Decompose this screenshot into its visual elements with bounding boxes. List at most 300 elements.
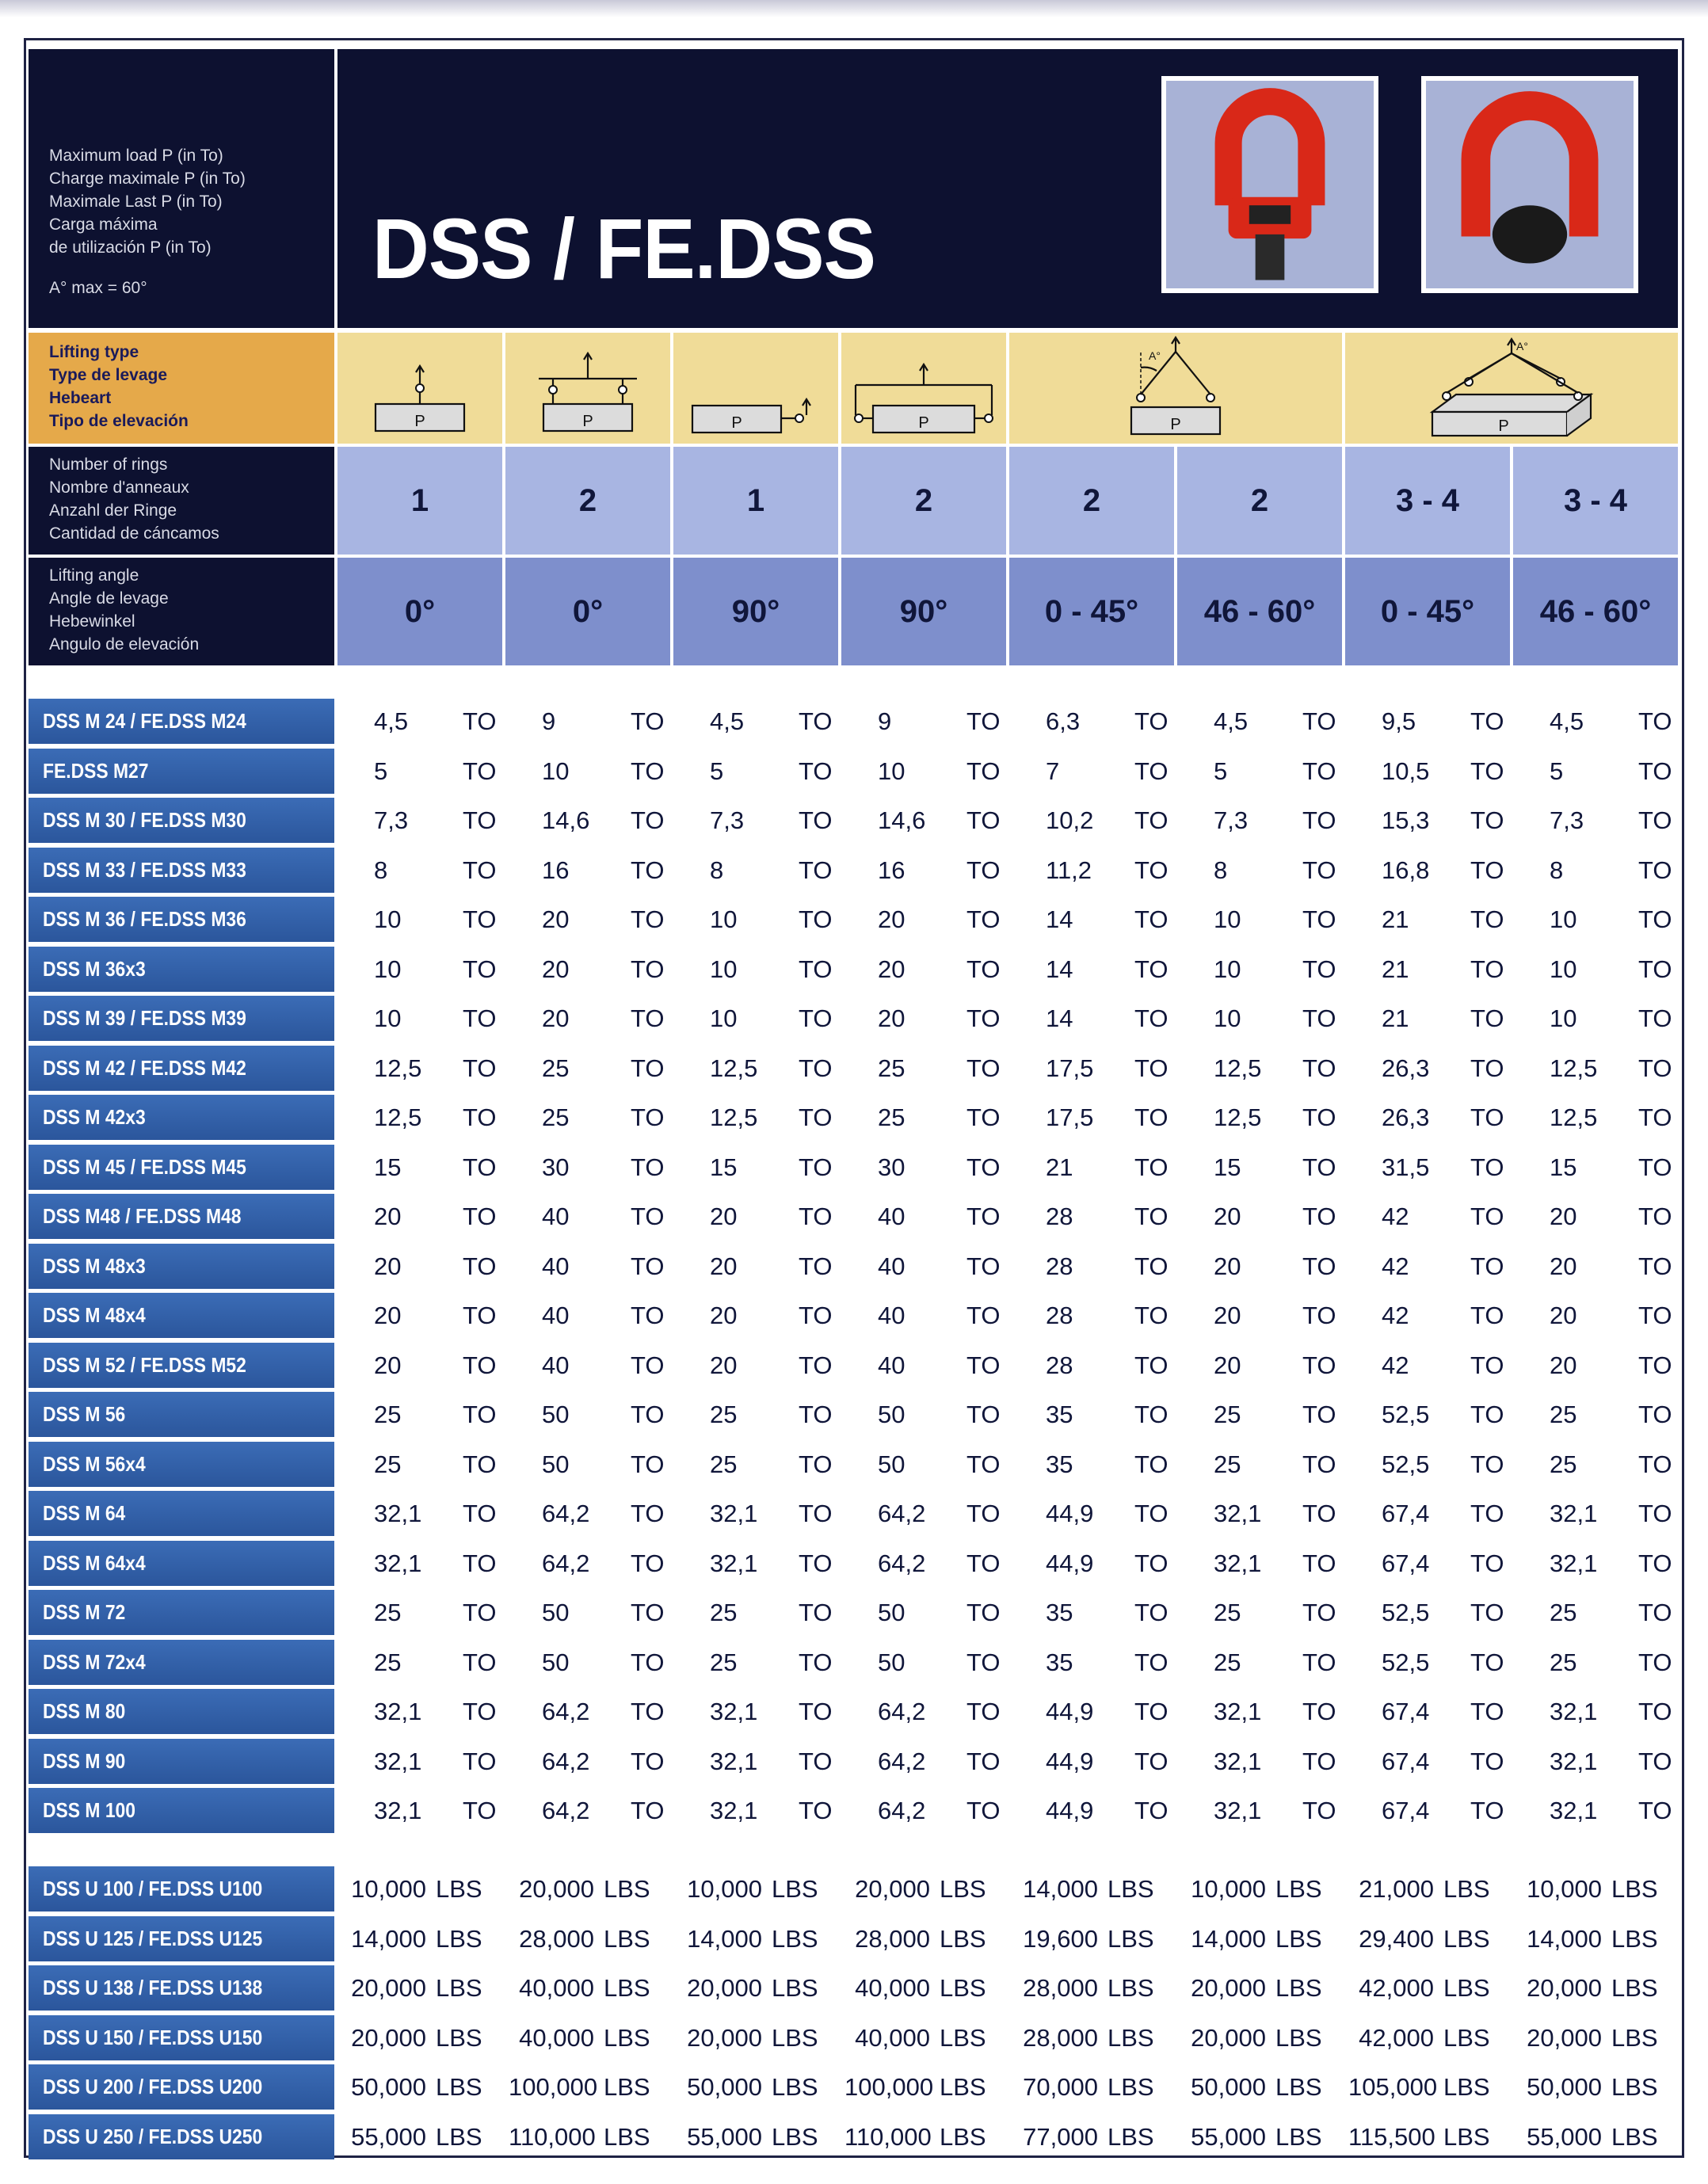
model-name: DSS M 24 / FE.DSS M24 <box>43 709 246 733</box>
load-value: 32,1 <box>710 1698 758 1725</box>
model-name: DSS M 36 / FE.DSS M36 <box>43 907 246 931</box>
load-value-cell <box>374 1244 497 1289</box>
load-unit: TO <box>1134 1103 1169 1131</box>
load-value-cell <box>1046 1145 1169 1190</box>
load-value-cell <box>1550 749 1672 794</box>
angle-label <box>29 558 334 665</box>
load-value: 12,5 <box>1214 1103 1262 1131</box>
load-unit: TO <box>966 1103 1001 1131</box>
load-unit: TO <box>966 707 1001 735</box>
load-value: 20 <box>1550 1252 1577 1280</box>
load-value-cell <box>1214 848 1336 893</box>
load-unit: TO <box>631 1450 665 1478</box>
load-unit: TO <box>631 1203 665 1230</box>
load-value-cell <box>1382 1145 1504 1190</box>
load-value-cell <box>1550 1442 1672 1487</box>
load-value: 20 <box>1550 1203 1577 1230</box>
load-value: 25 <box>374 1401 402 1428</box>
load-value-cell <box>1382 897 1504 942</box>
load-value: 32,1 <box>1214 1500 1262 1527</box>
load-value-cell <box>878 1442 1001 1487</box>
load-unit: TO <box>1134 955 1169 983</box>
load-value: 25 <box>710 1648 738 1676</box>
load-unit: LBS <box>940 2023 986 2052</box>
load-unit: TO <box>631 1549 665 1577</box>
load-value-cell <box>341 2015 482 2060</box>
load-unit: LBS <box>1275 1974 1322 2002</box>
load-unit: TO <box>1302 1797 1336 1824</box>
load-unit: TO <box>1470 1203 1504 1230</box>
angle-label-line: Angle de levage <box>49 589 169 608</box>
load-unit: LBS <box>604 2122 650 2151</box>
load-value-cell <box>1012 2064 1154 2110</box>
load-value: 20,000 <box>687 1974 762 2002</box>
load-value: 10 <box>374 955 402 983</box>
load-value: 50 <box>878 1599 905 1626</box>
load-value-cell <box>1180 1916 1322 1961</box>
load-unit: TO <box>966 1302 1001 1329</box>
load-unit: TO <box>799 856 833 884</box>
load-unit: TO <box>1638 1203 1672 1230</box>
load-value: 20 <box>878 905 905 933</box>
load-value: 4,5 <box>1214 707 1249 735</box>
load-value: 25 <box>710 1450 738 1478</box>
load-value-cell <box>542 1739 665 1784</box>
load-value-cell <box>1550 1194 1672 1239</box>
load-value-cell <box>1382 1194 1504 1239</box>
load-value: 44,9 <box>1046 1797 1094 1824</box>
load-value: 44,9 <box>1046 1698 1094 1725</box>
model-name: DSS M 90 <box>43 1748 126 1773</box>
load-unit: LBS <box>1443 1875 1490 1903</box>
load-value-cell <box>710 749 833 794</box>
load-unit: TO <box>1638 1153 1672 1181</box>
load-value: 44,9 <box>1046 1549 1094 1577</box>
load-unit: LBS <box>940 2122 986 2151</box>
load-unit: TO <box>1470 1252 1504 1280</box>
load-value: 32,1 <box>1550 1747 1598 1775</box>
load-unit: TO <box>1638 1500 1672 1527</box>
load-value-cell <box>542 1590 665 1635</box>
load-value-cell <box>1214 1145 1336 1190</box>
lifting-angle-cell: 0 - 45° <box>1345 558 1513 665</box>
load-value: 25 <box>710 1599 738 1626</box>
load-value-cell <box>710 699 833 744</box>
load-value-cell <box>878 1343 1001 1388</box>
load-value-cell <box>1046 1095 1169 1140</box>
load-value: 10,000 <box>1191 1875 1266 1903</box>
ring-count-cell: 1 <box>337 447 505 555</box>
load-unit: TO <box>799 1252 833 1280</box>
load-unit: TO <box>1134 856 1169 884</box>
load-value-cell <box>1382 749 1504 794</box>
load-value-cell <box>1214 1293 1336 1338</box>
load-value-cell <box>374 1293 497 1338</box>
svg-text:A°: A° <box>1516 340 1528 353</box>
load-unit: TO <box>966 757 1001 785</box>
load-value-cell <box>374 1145 497 1190</box>
svg-text:P: P <box>1170 416 1181 433</box>
model-name: DSS M 72 <box>43 1600 126 1624</box>
load-value-cell <box>710 1640 833 1685</box>
load-unit: TO <box>1134 905 1169 933</box>
load-value: 4,5 <box>710 707 745 735</box>
load-value: 32,1 <box>1214 1698 1262 1725</box>
load-value-cell <box>710 897 833 942</box>
load-unit: LBS <box>1275 2023 1322 2052</box>
load-value-cell <box>1046 1491 1169 1536</box>
load-value: 15 <box>1214 1153 1241 1181</box>
load-value-cell <box>878 798 1001 843</box>
load-unit: TO <box>1134 1351 1169 1379</box>
lifting-angle-cell: 0 - 45° <box>1009 558 1177 665</box>
load-value-cell <box>542 1095 665 1140</box>
load-value: 20,000 <box>519 1875 594 1903</box>
load-value: 55,000 <box>687 2122 762 2151</box>
load-value-cell <box>341 2114 482 2159</box>
load-unit: LBS <box>436 2023 482 2052</box>
load-value: 67,4 <box>1382 1698 1430 1725</box>
load-value-cell <box>677 1916 818 1961</box>
load-unit: TO <box>1302 1450 1336 1478</box>
load-unit: TO <box>1302 856 1336 884</box>
load-value: 50 <box>878 1450 905 1478</box>
load-value-cell <box>374 897 497 942</box>
load-value: 105,000 <box>1348 2073 1438 2101</box>
load-value: 20 <box>710 1252 738 1280</box>
load-value-cell <box>1046 798 1169 843</box>
load-value-cell <box>878 996 1001 1041</box>
load-unit: LBS <box>772 2073 818 2101</box>
load-value-cell <box>710 798 833 843</box>
load-unit: TO <box>966 955 1001 983</box>
load-value: 12,5 <box>1550 1054 1598 1082</box>
load-value-cell <box>542 1640 665 1685</box>
load-value: 42 <box>1382 1203 1409 1230</box>
load-value: 30 <box>878 1153 905 1181</box>
load-unit: TO <box>631 1004 665 1032</box>
load-value: 5 <box>1214 757 1228 785</box>
load-unit: TO <box>1470 1500 1504 1527</box>
load-value-cell <box>1550 1640 1672 1685</box>
load-unit: TO <box>1134 1698 1169 1725</box>
load-unit: TO <box>1638 1450 1672 1478</box>
lifting-angle-cell: 46 - 60° <box>1513 558 1681 665</box>
load-unit: TO <box>1470 1103 1504 1131</box>
load-value-cell <box>1180 2064 1322 2110</box>
model-name: DSS U 125 / FE.DSS U125 <box>43 1926 263 1950</box>
load-value-cell <box>1214 1739 1336 1784</box>
model-name: DSS M 45 / FE.DSS M45 <box>43 1154 246 1179</box>
model-name: DSS M 80 <box>43 1699 126 1723</box>
load-value: 28 <box>1046 1252 1073 1280</box>
load-value: 44,9 <box>1046 1747 1094 1775</box>
load-value: 32,1 <box>374 1549 422 1577</box>
load-value-cell <box>878 749 1001 794</box>
load-value-cell <box>1180 1866 1322 1911</box>
load-unit: LBS <box>940 1974 986 2002</box>
load-unit: TO <box>1470 905 1504 933</box>
load-value: 10,5 <box>1382 757 1430 785</box>
load-value: 14,000 <box>687 1924 762 1953</box>
load-unit: TO <box>463 955 497 983</box>
load-unit: LBS <box>772 1974 818 2002</box>
load-value: 20 <box>1214 1203 1241 1230</box>
load-unit: TO <box>1470 1549 1504 1577</box>
load-unit: TO <box>463 1401 497 1428</box>
load-value: 9,5 <box>1382 707 1416 735</box>
load-value-cell <box>1382 1046 1504 1091</box>
load-value-cell <box>878 1392 1001 1437</box>
load-value: 16 <box>542 856 570 884</box>
load-value-cell <box>1550 1541 1672 1586</box>
load-unit: TO <box>1638 856 1672 884</box>
load-value-cell <box>878 1739 1001 1784</box>
load-unit: LBS <box>1611 2023 1658 2052</box>
load-unit: LBS <box>1275 1875 1322 1903</box>
load-unit: TO <box>966 1401 1001 1428</box>
load-value-cell <box>1382 1442 1504 1487</box>
load-value: 77,000 <box>1023 2122 1098 2151</box>
load-unit: TO <box>1134 806 1169 834</box>
load-unit: TO <box>799 1698 833 1725</box>
load-value: 10 <box>710 1004 738 1032</box>
load-value: 20 <box>542 955 570 983</box>
model-name: DSS M48 / FE.DSS M48 <box>43 1204 242 1228</box>
model-name: DSS M 48x3 <box>43 1253 146 1278</box>
load-value-cell <box>1550 798 1672 843</box>
model-name: DSS M 56x4 <box>43 1451 146 1476</box>
load-value-cell <box>374 798 497 843</box>
load-value: 64,2 <box>542 1797 590 1824</box>
load-value-cell <box>374 699 497 744</box>
load-value-cell <box>542 1541 665 1586</box>
load-value-cell <box>1382 1343 1504 1388</box>
load-value: 20 <box>1214 1351 1241 1379</box>
single-ring-side-icon <box>673 333 838 444</box>
load-label-block <box>29 49 334 328</box>
load-value-cell <box>1214 1392 1336 1437</box>
load-value-cell <box>374 1392 497 1437</box>
load-value-cell <box>374 1343 497 1388</box>
load-unit: TO <box>966 1549 1001 1577</box>
load-value: 10 <box>374 905 402 933</box>
load-unit: LBS <box>604 2023 650 2052</box>
load-unit: TO <box>463 1004 497 1032</box>
model-name: FE.DSS M27 <box>43 758 149 783</box>
load-unit: TO <box>966 806 1001 834</box>
load-value: 40 <box>542 1203 570 1230</box>
load-unit: LBS <box>1443 1924 1490 1953</box>
load-unit: LBS <box>436 2122 482 2151</box>
load-value-cell <box>542 749 665 794</box>
load-unit: TO <box>1638 1599 1672 1626</box>
load-value-cell <box>509 2114 650 2159</box>
load-value: 14 <box>1046 905 1073 933</box>
load-value: 10 <box>1214 955 1241 983</box>
load-unit: TO <box>966 1004 1001 1032</box>
load-value-cell <box>878 1194 1001 1239</box>
load-value-cell <box>509 2015 650 2060</box>
load-value-cell <box>710 1541 833 1586</box>
load-value: 25 <box>1550 1648 1577 1676</box>
load-value-cell <box>1046 1590 1169 1635</box>
load-value: 4,5 <box>1550 707 1584 735</box>
lifting-type-cell <box>337 333 505 444</box>
load-value-cell <box>1550 848 1672 893</box>
load-value-cell <box>542 699 665 744</box>
load-value: 12,5 <box>374 1054 422 1082</box>
load-unit: LBS <box>436 1974 482 2002</box>
load-unit: LBS <box>1108 2122 1154 2151</box>
load-value-cell <box>509 1916 650 1961</box>
load-value: 40 <box>542 1252 570 1280</box>
load-unit: LBS <box>1108 2073 1154 2101</box>
load-value-cell <box>1214 1046 1336 1091</box>
load-value: 52,5 <box>1382 1648 1430 1676</box>
load-value-cell <box>1214 1244 1336 1289</box>
load-value: 8 <box>710 856 724 884</box>
load-unit: TO <box>1470 1401 1504 1428</box>
model-label <box>29 798 334 843</box>
load-value-cell <box>710 1343 833 1388</box>
load-value-cell <box>710 1689 833 1734</box>
load-value: 10 <box>1214 905 1241 933</box>
load-value-cell <box>878 1788 1001 1833</box>
load-value-cell <box>1550 1739 1672 1784</box>
load-unit: LBS <box>772 2122 818 2151</box>
load-value: 28,000 <box>519 1924 594 1953</box>
load-value-cell <box>1550 1244 1672 1289</box>
load-value: 20 <box>878 955 905 983</box>
load-value: 10 <box>1550 1004 1577 1032</box>
model-label <box>29 1442 334 1487</box>
load-unit: TO <box>799 1302 833 1329</box>
load-value: 31,5 <box>1382 1153 1430 1181</box>
load-unit: TO <box>1134 1252 1169 1280</box>
load-unit: TO <box>1638 1302 1672 1329</box>
load-value: 7 <box>1046 757 1060 785</box>
load-value-cell <box>1214 1194 1336 1239</box>
angle-label-line: Angulo de elevación <box>49 635 200 654</box>
load-value: 52,5 <box>1382 1401 1430 1428</box>
load-value-cell <box>341 1866 482 1911</box>
load-unit: LBS <box>772 2023 818 2052</box>
load-value-cell <box>1046 1788 1169 1833</box>
load-value: 21 <box>1046 1153 1073 1181</box>
load-value-cell <box>374 1788 497 1833</box>
model-name: DSS M 39 / FE.DSS M39 <box>43 1006 246 1030</box>
load-value-cell <box>844 1866 986 1911</box>
load-value-cell <box>1550 1293 1672 1338</box>
load-value: 20,000 <box>1191 2023 1266 2052</box>
load-value-cell <box>542 1046 665 1091</box>
load-value: 19,600 <box>1023 1924 1098 1953</box>
load-value: 40 <box>542 1351 570 1379</box>
multi-ring-angled-icon <box>1345 333 1678 444</box>
angle-label-line: Lifting angle <box>49 566 139 585</box>
single-ring-vertical-icon <box>337 333 502 444</box>
load-unit: LBS <box>1611 2122 1658 2151</box>
load-value: 30 <box>542 1153 570 1181</box>
load-value-cell <box>374 996 497 1041</box>
load-value-cell <box>710 1194 833 1239</box>
load-unit: TO <box>1302 955 1336 983</box>
load-unit: LBS <box>1443 2073 1490 2101</box>
load-value: 50 <box>542 1648 570 1676</box>
load-value: 64,2 <box>878 1549 926 1577</box>
model-name: DSS M 36x3 <box>43 956 146 981</box>
load-unit: TO <box>1302 1004 1336 1032</box>
lifting-type-label-line: Hebeart <box>49 389 112 407</box>
rings-label <box>29 447 334 555</box>
load-value-cell <box>374 1442 497 1487</box>
load-value: 64,2 <box>542 1549 590 1577</box>
load-value-cell <box>1214 1788 1336 1833</box>
load-value: 25 <box>1214 1599 1241 1626</box>
load-value-cell <box>374 947 497 992</box>
load-value-cell <box>1214 947 1336 992</box>
load-value-cell <box>710 1095 833 1140</box>
load-value-cell <box>1046 947 1169 992</box>
load-value-cell <box>1382 1244 1504 1289</box>
load-value-cell <box>1012 1965 1154 2011</box>
load-value: 32,1 <box>374 1698 422 1725</box>
load-unit: TO <box>1638 1549 1672 1577</box>
load-value-cell <box>1550 699 1672 744</box>
load-unit: TO <box>1302 1401 1336 1428</box>
load-value: 12,5 <box>374 1103 422 1131</box>
load-value: 28,000 <box>855 1924 930 1953</box>
model-label <box>29 2114 334 2159</box>
load-value-cell <box>1348 1866 1490 1911</box>
load-value-cell <box>542 1788 665 1833</box>
load-value: 32,1 <box>710 1500 758 1527</box>
load-value-cell <box>878 1095 1001 1140</box>
load-value: 10 <box>1550 955 1577 983</box>
load-value-cell <box>878 897 1001 942</box>
load-value-cell <box>710 1392 833 1437</box>
load-value-cell <box>1046 1739 1169 1784</box>
load-value: 55,000 <box>1191 2122 1266 2151</box>
load-unit: TO <box>799 1203 833 1230</box>
ring-count-cell: 3 - 4 <box>1513 447 1681 555</box>
load-value-cell <box>1046 1392 1169 1437</box>
load-value-cell <box>710 1442 833 1487</box>
load-value: 12,5 <box>1214 1054 1262 1082</box>
load-unit: TO <box>1134 1648 1169 1676</box>
load-value: 50,000 <box>351 2073 426 2101</box>
load-value-cell <box>1046 897 1169 942</box>
load-value: 20 <box>542 1004 570 1032</box>
load-value: 11,2 <box>1046 856 1092 884</box>
load-value: 26,3 <box>1382 1103 1430 1131</box>
load-value-cell <box>1516 2015 1658 2060</box>
double-ring-vertical-icon <box>505 333 670 444</box>
load-unit: TO <box>1134 1599 1169 1626</box>
load-unit: TO <box>1638 806 1672 834</box>
load-unit: TO <box>799 1450 833 1478</box>
load-value: 115,500 <box>1348 2122 1435 2151</box>
load-unit: TO <box>631 905 665 933</box>
load-value: 20,000 <box>1191 1974 1266 2002</box>
load-value-cell <box>710 1491 833 1536</box>
load-unit: TO <box>1470 1747 1504 1775</box>
load-unit: TO <box>631 1153 665 1181</box>
load-value-cell <box>710 1293 833 1338</box>
load-value-cell <box>1214 699 1336 744</box>
load-value-cell <box>374 1095 497 1140</box>
